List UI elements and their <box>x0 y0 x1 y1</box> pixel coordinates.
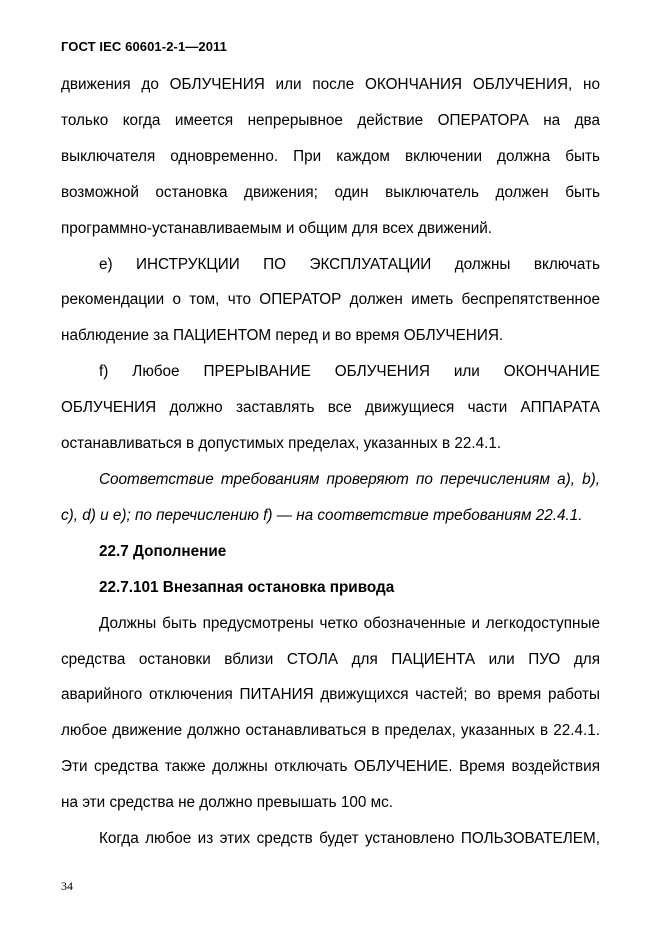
text-line: Эти средства также должны отключать ОБЛУЧЕНИЕ. Время воздействия <box>61 758 600 776</box>
document-header: ГОСТ IEC 60601-2-1—2011 <box>61 39 227 54</box>
text-line: е) ИНСТРУКЦИИ ПО ЭКСПЛУАТАЦИИ должны включать <box>99 255 600 273</box>
text-line: наблюдение за ПАЦИЕНТОМ перед и во время ОБЛУЧЕНИЯ. <box>61 327 504 345</box>
text-line: останавливаться в допустимых пределах, указанных в 22.4.1. <box>61 435 502 453</box>
italic-text-line: с), d) и е); по перечислению f) — на соответствие требованиям 22.4.1. <box>61 506 583 524</box>
text-line: рекомендации о том, что ОПЕРАТОР должен иметь беспрепятственное <box>61 291 600 309</box>
text-line: возможной остановка движения; один выключатель должен быть <box>61 183 600 201</box>
text-line: выключателя одновременно. При каждом включении должна быть <box>61 147 600 165</box>
section-heading: 22.7 Дополнение <box>99 542 227 560</box>
text-line: программно-устанавливаемым и общим для всех движений. <box>61 219 493 237</box>
text-line: f) Любое ПРЕРЫВАНИЕ ОБЛУЧЕНИЯ или ОКОНЧАНИЕ <box>99 363 600 381</box>
text-line: любое движение должно останавливаться в пределах, указанных в 22.4.1. <box>61 722 600 740</box>
subsection-heading: 22.7.101 Внезапная остановка привода <box>99 578 395 596</box>
text-line: движения до ОБЛУЧЕНИЯ или после ОКОНЧАНИЯ ОБЛУЧЕНИЯ, но <box>61 76 600 93</box>
text-line: ОБЛУЧЕНИЯ должно заставлять все движущиеся части АППАРАТА <box>61 399 600 417</box>
text-line: на эти средства не должно превышать 100 мс. <box>61 794 394 812</box>
text-line: Должны быть предусмотрены четко обозначенные и легкодоступные <box>99 614 600 632</box>
italic-text-line: Соответствие требованиям проверяют по перечислениям а), b), <box>99 470 600 488</box>
text-line: средства остановки вблизи СТОЛА для ПАЦИЕНТА или ПУО для <box>61 650 600 668</box>
text-line: только когда имеется непрерывное действие ОПЕРАТОРА на два <box>61 111 600 129</box>
text-line: Когда любое из этих средств будет установлено ПОЛЬЗОВАТЕЛЕМ, <box>99 830 600 848</box>
page-number: 34 <box>61 879 73 893</box>
page-body <box>61 67 600 857</box>
text-line: аварийного отключения ПИТАНИЯ движущихся частей; во время работы <box>61 686 600 704</box>
